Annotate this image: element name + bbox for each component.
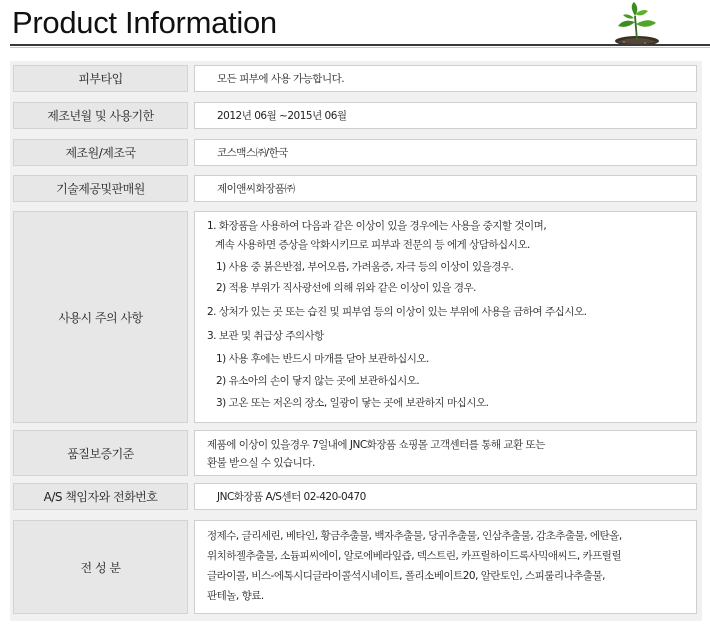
warranty-line: 환불 받으실 수 있습니다. bbox=[207, 457, 315, 469]
caution-line: 1) 사용 후에는 반드시 마개를 닫아 보관하십시오. bbox=[216, 353, 429, 365]
skin-type-label: 피부타입 bbox=[13, 65, 188, 92]
caution-line: 1) 사용 중 붉은반점, 부어오름, 가려움증, 자극 등의 이상이 있을경우. bbox=[216, 261, 514, 273]
header-divider-shadow bbox=[10, 47, 710, 48]
manufacture-date-value: 2012년 06월 ~2015년 06월 bbox=[194, 102, 697, 129]
manufacturer-label: 제조원/제조국 bbox=[13, 139, 188, 166]
caution-line: 2. 상처가 있는 곳 또는 습진 및 피부염 등의 이상이 있는 부위에 사용을 금하여 주십시오. bbox=[207, 306, 587, 318]
ingredients-line: 위치하젤추출물, 소듐피씨에이, 알로에베라잎즙, 덱스트린, 카프릴하이드록사믹애씨드, 카프릴릴 bbox=[207, 550, 622, 562]
row-seller bbox=[10, 171, 702, 205]
product-info-table bbox=[10, 61, 702, 621]
ingredients-value bbox=[194, 520, 697, 614]
row-manufacture-date bbox=[10, 98, 702, 132]
row-warranty bbox=[10, 426, 702, 477]
warranty-line: 제품에 이상이 있을경우 7일내에 JNC화장품 쇼핑몰 고객센터를 통해 교환 또는 bbox=[207, 439, 545, 451]
caution-line: 2) 적용 부위가 직사광선에 의해 위와 같은 이상이 있을 경우. bbox=[216, 282, 476, 294]
ingredients-line: 정제수, 글리세린, 베타인, 황금추출물, 백자추출물, 당귀추출물, 인삼추출물, 감초추출물, 에탄올, bbox=[207, 530, 622, 542]
row-skin-type bbox=[10, 61, 702, 95]
skin-type-value: 모든 피부에 사용 가능합니다. bbox=[194, 65, 697, 92]
as-contact-label: A/S 책임자와 전화번호 bbox=[13, 483, 188, 510]
ingredients-label: 전 성 분 bbox=[13, 520, 188, 614]
page-title: Product Information bbox=[12, 5, 277, 40]
caution-value bbox=[194, 211, 697, 423]
row-caution bbox=[10, 207, 702, 425]
seller-value: 제이앤씨화장품㈜ bbox=[194, 175, 697, 202]
warranty-label: 품질보증기준 bbox=[13, 430, 188, 476]
header-divider bbox=[10, 44, 710, 46]
caution-line: 3) 고온 또는 저온의 장소, 일광이 닿는 곳에 보관하지 마십시오. bbox=[216, 397, 489, 409]
page-header bbox=[0, 0, 710, 48]
row-manufacturer bbox=[10, 135, 702, 169]
seller-label: 기술제공및판매원 bbox=[13, 175, 188, 202]
ingredients-line: 글라이콜, 비스-에톡시디글라이콜석시네이트, 폴리소베이트20, 알란토인, 스피룰리나추출물, bbox=[207, 570, 605, 582]
caution-line: 계속 사용하면 증상을 악화시키므로 피부과 전문의 등 에게 상담하십시오. bbox=[215, 239, 530, 251]
manufacture-date-label: 제조년월 및 사용기한 bbox=[13, 102, 188, 129]
row-ingredients bbox=[10, 516, 702, 616]
warranty-value bbox=[194, 430, 697, 476]
row-as-contact bbox=[10, 479, 702, 513]
sprout-icon bbox=[612, 0, 660, 47]
caution-line: 1. 화장품을 사용하여 다음과 같은 이상이 있을 경우에는 사용을 중지할 것이며, bbox=[207, 220, 547, 232]
caution-line: 3. 보관 및 취급상 주의사항 bbox=[207, 330, 324, 342]
ingredients-line: 판테놀, 향료. bbox=[207, 590, 264, 602]
caution-line: 2) 유소아의 손이 닿지 않는 곳에 보관하십시오. bbox=[216, 375, 420, 387]
as-contact-value: JNC화장품 A/S센터 02-420-0470 bbox=[194, 483, 697, 510]
caution-label: 사용시 주의 사항 bbox=[13, 211, 188, 423]
manufacturer-value: 코스맥스㈜/한국 bbox=[194, 139, 697, 166]
